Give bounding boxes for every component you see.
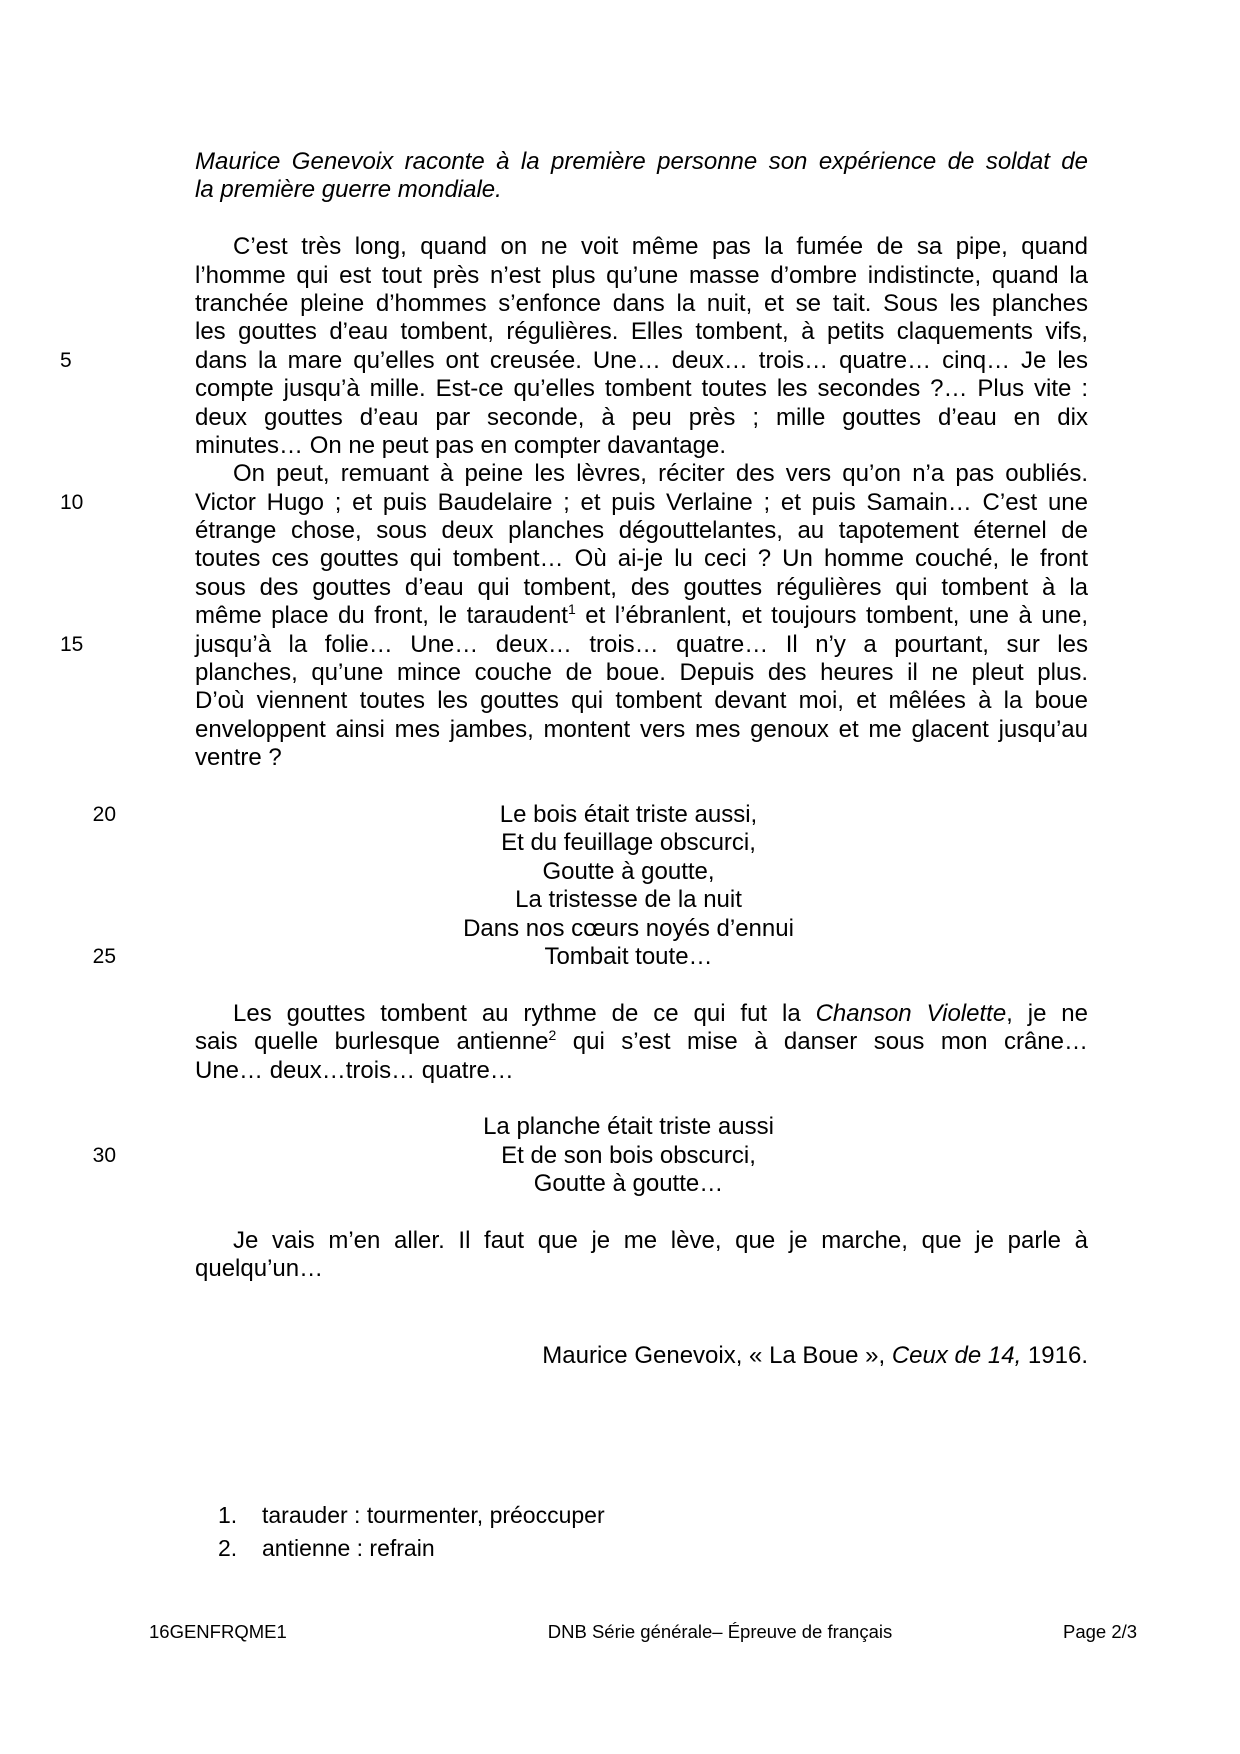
footnotes [218, 1499, 605, 1565]
text-line: Une… deux…trois… quatre… [195, 1056, 514, 1084]
line-number: 5 [60, 348, 72, 372]
attribution-line: Maurice Genevoix, « La Boue », Ceux de 14, 1916. [542, 1341, 1088, 1369]
section-gap [195, 1198, 1088, 1226]
footnote-text: antienne : refrain [262, 1535, 435, 1561]
text-line: compte jusqu’à mille. Est-ce qu’elles tombent toutes les secondes ?… Plus vite : [195, 375, 1088, 403]
line-number: 30 [92, 1143, 116, 1167]
text-line: ventre ? [195, 744, 282, 772]
text-line: 20 Le bois était triste aussi, [195, 801, 1088, 829]
text-line: 25 Tombait toute… [195, 943, 1088, 971]
line-number: 20 [92, 802, 116, 826]
text-line: sous des gouttes d’eau qui tombent, des gouttes régulières qui tombent à la [195, 573, 1088, 601]
section-gap [195, 1085, 1088, 1113]
text-line: quelqu’un… [195, 1255, 324, 1283]
footer-document-code: 16GENFRQME1 [149, 1621, 287, 1642]
text-line: étrange chose, sous deux planches dégouttelantes, au tapotement éternel de [195, 517, 1088, 545]
text-line: même place du front, le taraudent$^1$ et l’ébranlent, et toujours tombent, une à une, [195, 601, 1089, 630]
footnote-text: tarauder : tourmenter, préoccuper [262, 1502, 605, 1528]
text-line: l’homme qui est tout près n’est plus qu’une masse d’ombre indistincte, quand la [195, 261, 1088, 289]
text-line: planches, qu’une mince couche de boue. Depuis des heures il ne pleut plus. [195, 659, 1088, 687]
text-line: les gouttes d’eau tombent, régulières. Elles tombent, à petits claquements vifs, [195, 318, 1088, 346]
line-number: 15 [60, 632, 84, 656]
text-line: Je vais m’en aller. Il faut que je me lève, que je marche, que je parle à [233, 1226, 1088, 1254]
intro-line: Maurice Genevoix raconte à la première personne son expérience de soldat de [195, 148, 1088, 175]
text-line: La planche était triste aussi [483, 1113, 774, 1141]
text-line: deux gouttes d’eau par seconde, à peu près ; mille gouttes d’eau en dix [195, 403, 1088, 431]
text-line: Goutte à goutte… [533, 1170, 724, 1198]
section-gap [195, 971, 1088, 999]
text-line: minutes… On ne peut pas en compter davantage. [195, 431, 726, 459]
text-line: enveloppent ainsi mes jambes, montent vers mes genoux et me glacent jusqu’au [195, 715, 1088, 743]
footnote-number: 1. [218, 1502, 238, 1528]
intro-line: la première guerre mondiale. [195, 176, 502, 204]
body-text [60, 233, 1089, 1283]
text-line: C’est très long, quand on ne voit même pas la fumée de sa pipe, quand [233, 233, 1088, 261]
text-line: 30 Et de son bois obscurci, [195, 1142, 1088, 1170]
text-line: La tristesse de la nuit [515, 886, 742, 914]
footer-page-number: Page 2/3 [1063, 1621, 1138, 1642]
text-line: On peut, remuant à peine les lèvres, réciter des vers qu’on n’a pas oubliés. [233, 460, 1088, 488]
intro-paragraph [195, 148, 1088, 205]
text-line: 15 jusqu’à la folie… Une… deux… trois… quatre… Il n’y a pourtant, sur les [60, 630, 1088, 658]
footer-title: DNB Série générale– Épreuve de français [547, 1621, 893, 1642]
document-body [60, 148, 1089, 1370]
text-line: D’où viennent toutes les gouttes qui tombent devant moi, et mêlées à la boue [195, 687, 1088, 715]
text-line: Dans nos cœurs noyés d’ennui [463, 914, 794, 942]
footnote-number: 2. [218, 1535, 238, 1561]
footnote-item [218, 1499, 605, 1532]
text-line: tranchée pleine d’hommes s’enfonce dans la nuit, et se tait. Sous les planches [195, 289, 1088, 317]
text-line: 5 dans la mare qu’elles ont creusée. Une… deux… trois… quatre… cinq… Je les [60, 346, 1088, 374]
section-gap [195, 773, 1088, 801]
paragraph-gap [195, 205, 1088, 233]
text-line: Et du feuillage obscurci, [501, 829, 756, 857]
footnote-item [218, 1532, 605, 1565]
text-line: sais quelle burlesque antienne$^2$ qui s’est mise à danser sous mon crâne… [195, 1027, 1088, 1056]
line-number: 10 [60, 490, 84, 514]
footnote-reference: 1 [567, 601, 576, 618]
text-line: 10 Victor Hugo ; et puis Baudelaire ; et puis Verlaine ; et puis Samain… C’est une [60, 488, 1088, 516]
text-line: toutes ces gouttes qui tombent… Où ai-je lu ceci ? Un homme couché, le front [195, 545, 1088, 573]
text-line: Les gouttes tombent au rythme de ce qui fut la Chanson Violette, je ne [233, 999, 1089, 1027]
text-line: Goutte à goutte, [542, 857, 715, 885]
line-number: 25 [92, 944, 116, 968]
footnote-reference: 2 [548, 1027, 557, 1044]
